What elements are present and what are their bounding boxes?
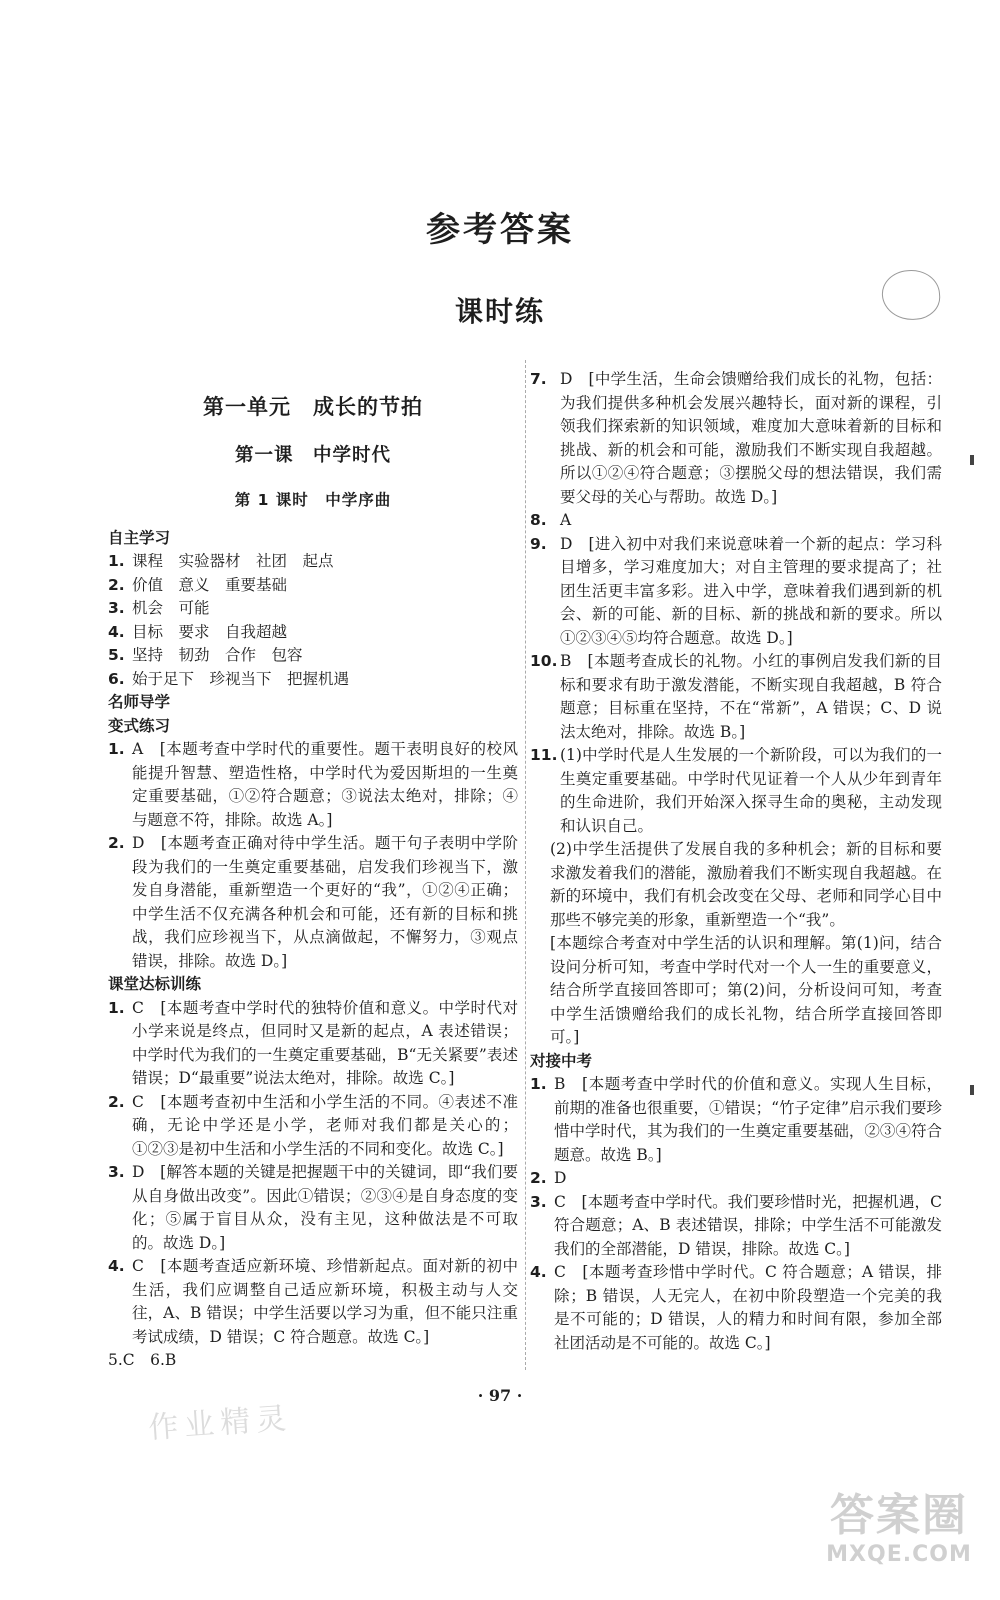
short-answers-line: 5.C 6.B [108,1351,177,1369]
list-item: 3. C [本题考查中学时代。我们要珍惜时光，把握机遇，C 符合题意；A、B 表述错误，排除；中学生活不可能激发我们的全部潜能，D 错误，排除。故选 C。] [530,1192,942,1258]
list-item: 3. D [解答本题的关键是把握题干中的关键词，即“我们要从自身做出改变”。因此①错误；②③④是自身态度的变化；⑤属于盲目从众，没有主见，这种做法是不可取的。故选 D。] [108,1163,518,1252]
list-item: 9. D [进入初中对我们来说意味着一个新的起点：学习科目增多，学习难度加大；对自主管理的要求提高了；社团生活更丰富多彩。进入中学，意味着我们遇到新的机会、新的可能、新的目标、新的挑战和新的要求。所以①②③④⑤均符合题意。故选 D。] [530,534,942,647]
heading-variant-practice: 变式练习 [108,716,171,735]
heading-exam-link: 对接中考 [530,1051,593,1070]
scan-edge-mark [970,1085,974,1095]
variant-list [108,738,518,973]
list-item: 2. D [530,1169,567,1187]
watermark-logo [824,1490,974,1574]
list-item: 11. (1)中学时代是人生发展的一个新阶段，可以为我们的一生奠定重要基础。中学时代见证着一个人从少年到青年的生命进阶，我们开始深入探寻生命的奥秘，主动发现和认识自己。 [530,746,942,835]
q11-part2: (2)中学生活提供了发展自我的多种机会；新的目标和要求激发着我们的潜能，激励着我们不断实现自我超越。在新的环境中，我们有机会改变在父母、老师和同学心目中那些不够完美的形象，重新塑造一个“我”。 [550,840,942,929]
list-item: 5. 坚持 韧劲 合作 包容 [108,646,303,664]
section-title: 课时练 [454,295,545,328]
list-item: 2. 价值 意义 重要基础 [108,575,288,594]
page-title: 参考答案 [426,210,574,250]
watermark-text: 作业精灵 [147,1401,294,1446]
list-item: 1. A [本题考查中学时代的重要性。题干表明良好的校风能提升智慧、塑造性格，中学时代为爱因斯坦的一生奠定重要基础，①②符合题意；③说法太绝对，排除；④与题意不符，排除。故选 A。] [108,740,518,829]
list-item: 8. A [530,511,572,529]
watermark-logo-url: MXQE.COM [826,1542,972,1567]
right-answer-list [530,368,942,838]
list-item: 2. C [本题考查初中生活和小学生活的不同。④表述不准确，无论中学还是小学，老师对我们都是关心的；①②③是初中生活和小学生活的不同和变化。故选 C。] [108,1092,518,1158]
heading-self-study: 自主学习 [108,528,171,547]
heading-class-training: 课堂达标训练 [108,975,202,993]
list-item: 1. 课程 实验器材 社团 起点 [108,552,334,570]
watermark-logo-mark: 答案圈 [830,1490,968,1541]
q11-explanation: [本题综合考查对中学生活的认识和理解。第(1)问，结合设问分析可知，考查中学时代对一个人一生的重要意义，结合所学直接回答即可；第(2)问，分析设问可知，考查中学生活馈赠给我们的成长礼物，结合所学直接回答即可。] [550,934,942,1046]
list-item: 4. C [本题考查适应新环境、珍惜新起点。面对新的初中生活，我们应调整自己适应新环境，积极主动与人交往，A、B 错误；中学生活要以学习为重，但不能只注重考试成绩，D 错误；C 符合题意。故选 C。] [108,1257,518,1346]
right-column [530,368,942,1355]
left-column [108,368,518,1373]
list-item: 2. D [本题考查正确对待中学生活。题干句子表明中学阶段为我们的一生奠定重要基础，启发我们珍视当下，激发自身潜能，重新塑造一个更好的“我”，①②④正确；中学生活不仅充满各种机会和可能，还有新的目标和挑战，我们应珍视当下，从点滴做起，不懈努力，③观点错误，排除。故选 D。] [108,834,518,970]
unit-title: 第一单元 成长的节拍 [203,395,423,419]
list-item: 4. C [本题考查珍惜中学时代。C 符合题意；A 错误，排除；B 错误，人无完人，在初中阶段塑造一个完美的我是不可能的；D 错误，人的精力和时间有限，参加全部社团活动是不可能的。故选 C。] [530,1263,942,1352]
list-item: 10. B [本题考查成长的礼物。小红的事例启发我们新的目标和要求有助于激发潜能，不断实现自我超越，B 符合题意；目标重在坚持，不在“常新”，A 错误；C、D 说法太绝对，排除。故选 B。] [530,652,942,741]
column-divider [525,360,526,1370]
list-item: 6. 始于足下 珍视当下 把握机遇 [108,669,350,688]
page-number: · 97 · [477,1386,523,1405]
list-item: 1. C [本题考查中学时代的独特价值和意义。中学时代对小学来说是终点，但同时又是新的起点，A 表述错误；中学时代为我们的一生奠定重要基础，B“无关紧要”表述错误；D“最重要”说法太绝对，排除。故选 C。] [108,998,518,1087]
lesson-title: 第一课 中学时代 [234,444,391,466]
exam-list [530,1073,942,1355]
self-study-list [108,550,518,691]
list-item: 1. B [本题考查中学时代的价值和意义。实现人生目标，前期的准备也很重要，①错误；“竹子定律”启示我们要珍惜中学时代，其为我们的一生奠定重要基础，②③④符合题意。故选 B。] [530,1075,942,1164]
list-item: 4. 目标 要求 自我超越 [108,622,288,641]
class-training-list [108,997,518,1350]
heading-teacher-guide: 名师导学 [108,693,171,711]
period-title: 第 1 课时 中学序曲 [234,491,392,509]
list-item: 7. D [中学生活，生命会馈赠给我们成长的礼物，包括：为我们提供多种机会发展兴趣特长，面对新的课程，引领我们探索新的知识领域，难度加大意味着新的目标和挑战、新的机会和可能，激励我们不断实现自我超越。所以①②④符合题意；③摆脱父母的想法错误，我们需要父母的关心与帮助。故选 D。] [530,370,942,506]
list-item: 3. 机会 可能 [108,599,210,617]
scan-edge-mark [970,455,974,465]
